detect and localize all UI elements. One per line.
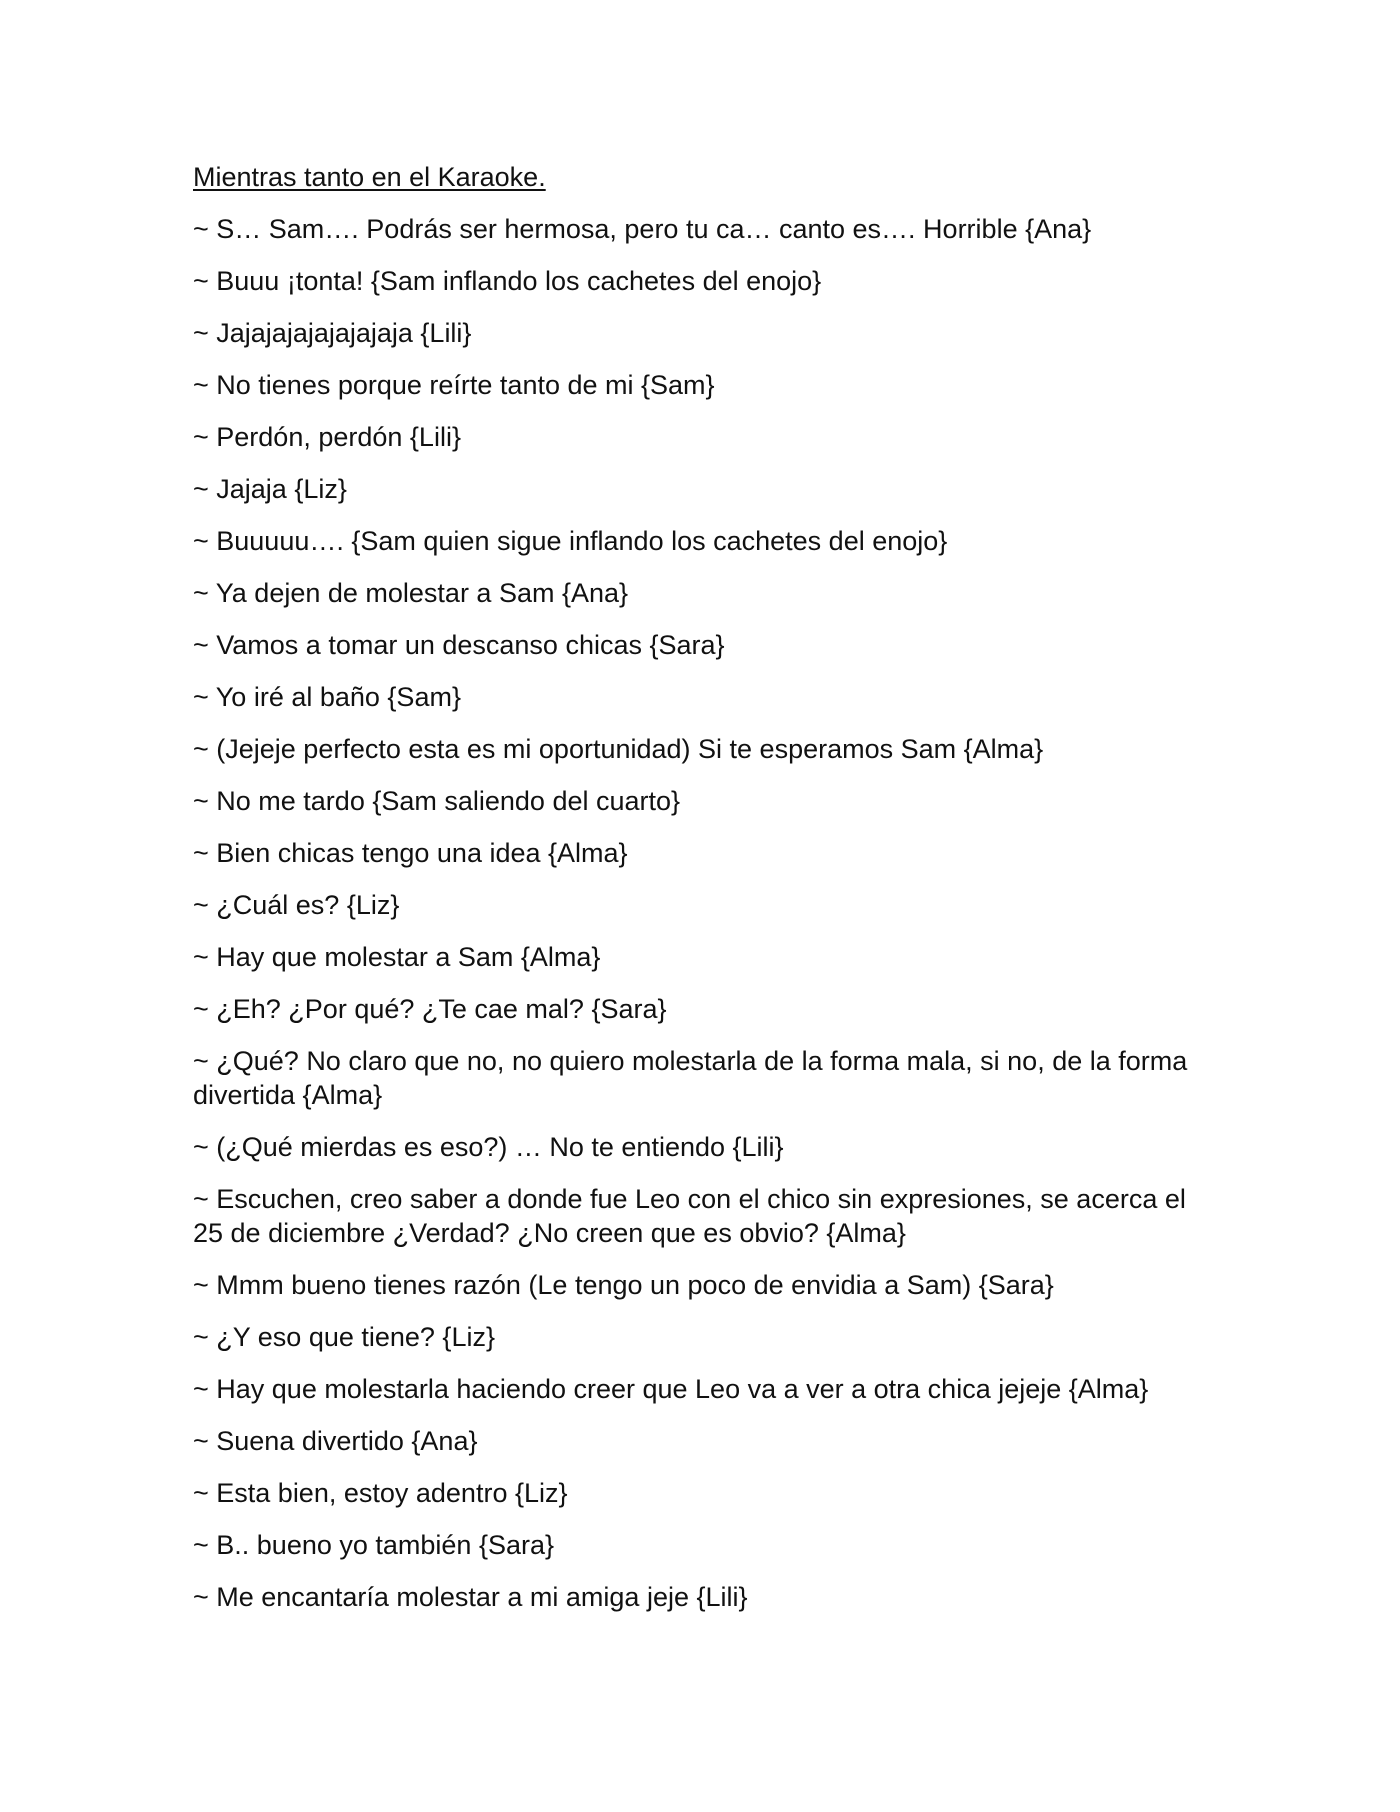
dialogue-line: ~ Mmm bueno tienes razón (Le tengo un poco de envidia a Sam) {Sara} [193,1270,1054,1300]
dialogue-line: ~ Bien chicas tengo una idea {Alma} [193,838,628,868]
dialogue-line: ~ Buuu ¡tonta! {Sam inflando los cachetes del enojo} [193,266,822,296]
dialogue-line: ~ S… Sam…. Podrás ser hermosa, pero tu ca… canto es…. Horrible {Ana} [193,214,1092,244]
dialogue-line: ~ Suena divertido {Ana} [193,1426,478,1456]
dialogue-line: ~ Perdón, perdón {Lili} [193,422,461,452]
dialogue-line: ~ Jajajajajajajajaja {Lili} [193,318,472,348]
dialogue-line: ~ ¿Cuál es? {Liz} [193,890,400,920]
dialogue-line: ~ Me encantaría molestar a mi amiga jeje {Lili} [193,1582,748,1612]
document-body [193,160,1213,1632]
dialogue-line: ~ Vamos a tomar un descanso chicas {Sara} [193,630,725,660]
dialogue-list [193,212,1213,1614]
dialogue-line: ~ Jajaja {Liz} [193,474,347,504]
document-title: Mientras tanto en el Karaoke. [193,162,546,192]
dialogue-line: ~ No me tardo {Sam saliendo del cuarto} [193,786,681,816]
dialogue-line: ~ ¿Y eso que tiene? {Liz} [193,1322,495,1352]
dialogue-line: ~ ¿Eh? ¿Por qué? ¿Te cae mal? {Sara} [193,994,667,1024]
dialogue-line: ~ Esta bien, estoy adentro {Liz} [193,1478,568,1508]
dialogue-line: ~ No tienes porque reírte tanto de mi {Sam} [193,370,715,400]
dialogue-line: ~ Escuchen, creo saber a donde fue Leo con el chico sin expresiones, se acerca el 25 de diciembre ¿Verdad? ¿No creen que es obvio? {Alma} [193,1184,1186,1248]
dialogue-line: ~ (Jejeje perfecto esta es mi oportunidad) Si te esperamos Sam {Alma} [193,734,1044,764]
dialogue-line: ~ Hay que molestar a Sam {Alma} [193,942,601,972]
dialogue-line: ~ Buuuuu…. {Sam quien sigue inflando los cachetes del enojo} [193,526,948,556]
dialogue-line: ~ Hay que molestarla haciendo creer que Leo va a ver a otra chica jejeje {Alma} [193,1374,1149,1404]
dialogue-line: ~ (¿Qué mierdas es eso?) … No te entiendo {Lili} [193,1132,784,1162]
dialogue-line: ~ ¿Qué? No claro que no, no quiero molestarla de la forma mala, si no, de la forma divertida {Alma} [193,1046,1188,1110]
dialogue-line: ~ Yo iré al baño {Sam} [193,682,461,712]
dialogue-line: ~ B.. bueno yo también {Sara} [193,1530,555,1560]
dialogue-line: ~ Ya dejen de molestar a Sam {Ana} [193,578,629,608]
